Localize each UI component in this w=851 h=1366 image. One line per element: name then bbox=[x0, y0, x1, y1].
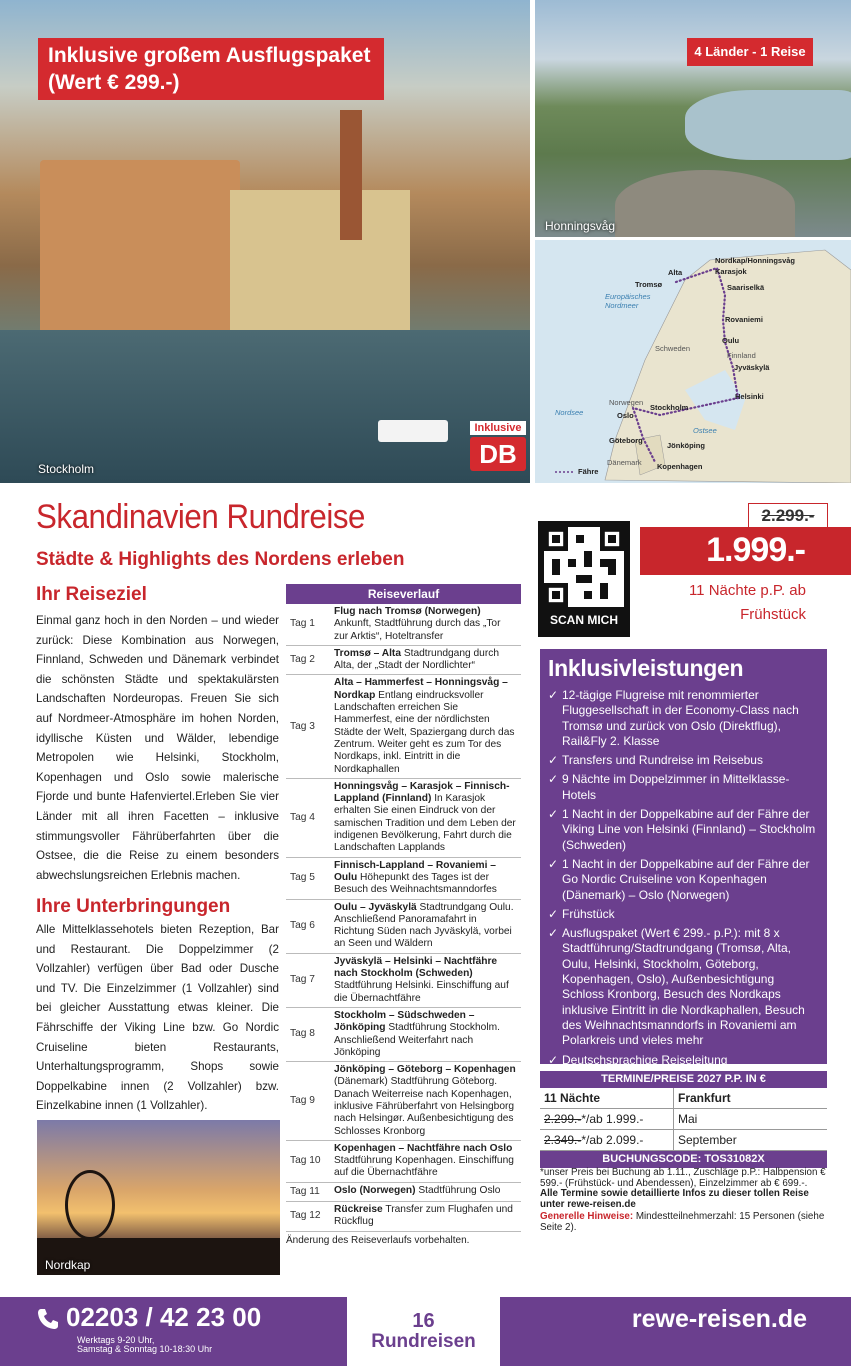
qr-pattern bbox=[544, 527, 624, 607]
check-icon: ✓ bbox=[548, 926, 559, 941]
db-inklusive-label: Inklusive bbox=[470, 421, 526, 435]
footer-page-box bbox=[347, 1297, 500, 1366]
inklusiv-item-text: 12-tägige Flugreise mit renommierter Fluggesellschaft in der Economy-Class nach Tromsø und zurück von Oslo (Direktflug), Rail&Fly 2. Klasse bbox=[562, 688, 799, 748]
route-text: Stadtführung Helsinki. Einschiffung auf die Übernachtfähre bbox=[334, 980, 509, 1004]
route-row bbox=[286, 1062, 521, 1141]
inklusivleistungen-list bbox=[548, 688, 819, 1068]
inklusiv-item bbox=[548, 772, 819, 803]
check-icon: ✓ bbox=[548, 906, 559, 921]
reiseverlauf-table bbox=[286, 584, 521, 1246]
route-day: Tag 11 bbox=[290, 1185, 320, 1197]
inklusiv-item-text: Frühstück bbox=[562, 906, 615, 921]
inklusiv-item bbox=[548, 753, 819, 768]
footer-phone[interactable]: 02203 / 42 23 00 bbox=[66, 1302, 262, 1332]
route-description bbox=[330, 604, 521, 645]
honningsvag-photo bbox=[535, 0, 851, 237]
inklusiv-item bbox=[548, 926, 819, 1048]
page-title: Skandinavien Rundreise bbox=[36, 498, 365, 536]
map-label-alta: Alta bbox=[668, 268, 683, 277]
route-day: Tag 5 bbox=[290, 871, 315, 883]
route-row bbox=[286, 646, 521, 676]
map-sea-nordsee: Nordsee bbox=[555, 408, 584, 417]
termine-row bbox=[540, 1109, 827, 1130]
map-country-finnland: Finnland bbox=[727, 351, 756, 360]
route-row bbox=[286, 1141, 521, 1183]
map-country-norwegen: Norwegen bbox=[609, 398, 644, 407]
unterbringungen-heading: Ihre Unterbringungen bbox=[36, 896, 231, 917]
inklusiv-item-text: Transfers und Rundreise im Reisebus bbox=[562, 753, 763, 768]
map-label-jyvaskyla: Jyväskylä bbox=[734, 363, 770, 372]
route-stage: Finnisch-Lappland – Rovaniemi – Oulu bbox=[334, 859, 496, 883]
route-day: Tag 7 bbox=[290, 974, 315, 986]
page-number: 16 bbox=[412, 1310, 435, 1332]
check-icon: ✓ bbox=[548, 856, 559, 871]
route-day: Tag 8 bbox=[290, 1028, 315, 1040]
termine-price: */ab 2.099.- bbox=[581, 1133, 644, 1147]
db-badge bbox=[470, 421, 526, 477]
price-sub-line-2: Frühstück bbox=[740, 606, 806, 623]
inklusiv-item-text: Ausflugspaket (Wert € 299.- p.P.): mit 8 x Stadtführung/Stadtrundgang (Tromsø, Alta, Oulu, Helsinki, Stockholm, Göteborg, Kopenhagen, Oslo), Außenbesichtigung Schloss Kronborg, Besuch des Nordkaps inklusive Eintritt in die Nordkaphallen, Besuch des Weihnachtsmanndorfs in Rovaniemi am Polarkreis und vieles mehr bbox=[562, 926, 805, 1048]
route-text: In Karasjok erhalten Sie einen Eindruck von der samischen Tradition und dem Leben der indigenen Bevölkerung, Fahrt durch die Landschaften Lapplands bbox=[334, 793, 516, 854]
map-sea-nordmeer: Europäisches Nordmeer bbox=[605, 292, 651, 310]
map-label-stockholm: Stockholm bbox=[650, 403, 689, 412]
hinweis-text: Mindestteilnehmerzahl: 15 Personen (siehe Seite 2). bbox=[540, 1211, 825, 1233]
inklusivleistungen-heading: Inklusivleistungen bbox=[548, 655, 744, 681]
price-box bbox=[640, 527, 851, 635]
termine-col-frankfurt: Frankfurt bbox=[678, 1091, 731, 1105]
map-label-nordkap: Nordkap/Honningsvåg bbox=[715, 256, 796, 265]
route-text: Stadtführung Kopenhagen. Einschiffung auf die Übernachtfähre bbox=[334, 1155, 514, 1179]
route-text: Stadtführung Oslo bbox=[418, 1184, 501, 1196]
termine-row bbox=[540, 1130, 827, 1151]
inklusiv-item bbox=[548, 907, 819, 922]
route-stage: Oslo (Norwegen) bbox=[334, 1184, 416, 1196]
footer-hours-1: Werktags 9-20 Uhr, bbox=[77, 1335, 155, 1345]
route-day: Tag 4 bbox=[290, 811, 315, 823]
route-description bbox=[330, 900, 521, 953]
route-stage: Tromsø – Alta bbox=[334, 647, 401, 659]
termine-heading: TERMINE/PREISE 2027 P.P. IN € bbox=[540, 1071, 827, 1088]
reiseverlauf-heading: Reiseverlauf bbox=[286, 584, 521, 604]
route-description bbox=[330, 646, 521, 675]
map-country-daenemark: Dänemark bbox=[607, 458, 642, 467]
scan-mich-label: SCAN MICH bbox=[550, 613, 618, 627]
route-row bbox=[286, 858, 521, 900]
qr-code[interactable] bbox=[538, 521, 630, 637]
termine-table bbox=[540, 1071, 827, 1168]
inklusiv-item bbox=[548, 688, 819, 749]
reiseziel-text: Einmal ganz hoch in den Norden – und wieder zurück: Diese Kombination aus Norwegen, Finnland, Schweden und Dänemark verbindet die schönsten Städte und spektakulärsten Landschaften Nordeuropas. Freuen Sie sich auf Nordmeer-Atmosphäre im hohen Norden, idyllische Küsten und Wälder, lebendige Metropolen wie Helsinki, Stockholm, Kopenhagen und Oslo sowie malerische Fjorde und bunte Hafenviertel.Erleben Sie vier Länder mit all ihren Facetten – inklusive stimmungsvoller Fährüberfahrten über die Ostsee, die die Reise zu einem besonders abwechslungsreichen Erlebnis machen. bbox=[36, 614, 279, 882]
route-stage: Kopenhagen – Nachtfähre nach Oslo bbox=[334, 1142, 513, 1154]
map-label-goteborg: Göteborg bbox=[609, 436, 643, 445]
check-icon: ✓ bbox=[548, 688, 559, 702]
inklusivleistungen-box bbox=[540, 649, 827, 1067]
promo-line-2: (Wert € 299.-) bbox=[48, 71, 180, 94]
price-sub-line-1: 11 Nächte p.P. ab bbox=[688, 582, 806, 599]
route-description bbox=[330, 1008, 521, 1061]
route-row bbox=[286, 779, 521, 858]
route-stage: Jyväskylä – Helsinki – Nachtfähre nach Stockholm (Schweden) bbox=[334, 955, 498, 980]
route-day: Tag 6 bbox=[290, 919, 315, 931]
inklusiv-item-text: 1 Nacht in der Doppelkabine auf der Fähre der Go Nordic Cruiseline von Kopenhagen (Dänemark) – Oslo (Norwegen) bbox=[562, 856, 810, 902]
section-name: Rundreisen bbox=[371, 1331, 476, 1352]
route-description bbox=[330, 675, 521, 777]
termine-price-cell bbox=[540, 1130, 674, 1150]
map-label-saariselka: Saariselkä bbox=[727, 283, 765, 292]
reiseziel-heading: Ihr Reiseziel bbox=[36, 584, 147, 605]
route-description bbox=[330, 954, 521, 1007]
termine-old-price: 2.299.- bbox=[544, 1112, 582, 1126]
price-old: 2.299.- bbox=[748, 503, 828, 529]
nordkap-caption: Nordkap bbox=[45, 1258, 91, 1272]
map-label-jonkoping: Jönköping bbox=[667, 441, 705, 450]
stockholm-caption: Stockholm bbox=[38, 462, 95, 476]
inklusiv-item bbox=[548, 807, 819, 853]
laender-badge: 4 Länder - 1 Reise bbox=[687, 38, 813, 66]
inklusiv-item bbox=[548, 857, 819, 903]
route-row bbox=[286, 1008, 521, 1062]
route-text: Transfer zum Flughafen und Rückflug bbox=[334, 1204, 513, 1228]
check-icon: ✓ bbox=[548, 753, 559, 768]
route-description bbox=[330, 858, 521, 899]
route-stage: Stockholm – Südschweden – Jönköping bbox=[334, 1009, 475, 1034]
route-description bbox=[330, 1141, 521, 1182]
route-day: Tag 3 bbox=[290, 720, 315, 732]
buchungscode: BUCHUNGSCODE: TOS31082X bbox=[540, 1151, 827, 1168]
termine-month: September bbox=[678, 1133, 737, 1147]
route-text: Stadtführung Stockholm. Anschließend Weiterfahrt nach Jönköping bbox=[334, 1022, 500, 1058]
route-stage: Flug nach Tromsø (Norwegen) bbox=[334, 606, 481, 617]
price-sub bbox=[640, 579, 806, 627]
route-text: Höhepunkt des Tages ist der Besuch des Weihnachtsmanndorfes bbox=[334, 871, 497, 896]
check-icon: ✓ bbox=[548, 772, 559, 787]
check-icon: ✓ bbox=[548, 1052, 559, 1067]
footer-hours-2: Samstag & Sonntag 10-18:30 Uhr bbox=[77, 1344, 213, 1354]
promo-banner bbox=[38, 38, 384, 100]
unterbringungen-text: Alle Mittelklassehotels bieten Rezeption, Bar und Restaurant. Die Doppelzimmer (2 Vollzahler) verfügen über Bad oder Dusche und TV. Die Einzelzimmer (1 Vollzahler) sind bei gleicher Ausstattung etwas kleiner. Die Fährschiffe der Viking Line bzw. Go Nordic Cruiseline bieten Restaurants, Unterhaltungsprogramm, Shops sowie Doppelkabine innen (2 Vollzahler) bzw. Einzelkabine innen (1 Vollzahler). bbox=[36, 923, 279, 1113]
route-stage: Alta – Hammerfest – Honningsvåg – Nordkap bbox=[334, 677, 508, 701]
page-subtitle: Städte & Highlights des Nordens erleben bbox=[36, 549, 405, 570]
map-label-oslo: Oslo bbox=[617, 411, 634, 420]
termine-price-cell bbox=[540, 1109, 674, 1129]
phone-icon bbox=[36, 1307, 60, 1331]
route-row bbox=[286, 1202, 521, 1232]
route-text: Stadtrundgang Oulu. Anschließend Panoramafahrt in Richtung Süden nach Jyväskylä, vorbei an Seen und Wäldern bbox=[334, 901, 514, 950]
route-row bbox=[286, 604, 521, 646]
route-stage: Honningsvåg – Karasjok – Finnisch-Lappland (Finnland) bbox=[334, 780, 510, 805]
map-sea-ostsee: Ostsee bbox=[693, 426, 717, 435]
route-day: Tag 9 bbox=[290, 1094, 315, 1106]
map-label-karasjok: Karasjok bbox=[715, 267, 747, 276]
inklusiv-item-text: Deutschsprachige Reiseleitung bbox=[562, 1052, 728, 1067]
map-label-tromso: Tromsø bbox=[635, 280, 663, 289]
route-text: Ankunft, Stadtführung durch das „Tor zur Arktis“, Hoteltransfer bbox=[334, 618, 501, 642]
inklusiv-item-text: 1 Nacht in der Doppelkabine auf der Fähre der Viking Line von Helsinki (Finnland) – Stockholm (Schweden) bbox=[562, 807, 816, 852]
route-day: Tag 1 bbox=[290, 618, 315, 630]
footer-website[interactable]: rewe-reisen.de bbox=[631, 1305, 807, 1333]
route-text: Entlang eindrucksvoller Landschaften erreichen Sie Hammerfest, eine der nördlichsten Städte der Welt, Spaziergang durch das Zentrum. Weiter geht es zum Tor des Nordkaps, inkl. Eintritt in die Nordkaphallen bbox=[334, 689, 515, 775]
price-notes bbox=[540, 1168, 830, 1233]
footer-hours bbox=[77, 1336, 212, 1354]
inklusiv-item bbox=[548, 1053, 819, 1068]
inklusiv-item-text: 9 Nächte im Doppelzimmer in Mittelklasse-Hotels bbox=[562, 772, 790, 802]
db-logo: DB bbox=[470, 437, 526, 471]
route-row bbox=[286, 1183, 521, 1202]
map-label-helsinki: Helsinki bbox=[735, 392, 764, 401]
reiseverlauf-rows bbox=[286, 604, 521, 1232]
footer bbox=[0, 1297, 851, 1366]
termine-month: Mai bbox=[678, 1112, 698, 1126]
route-description bbox=[330, 779, 521, 857]
route-description bbox=[330, 1062, 521, 1140]
route-map bbox=[535, 240, 851, 483]
route-row bbox=[286, 675, 521, 778]
map-label-oulu: Oulu bbox=[722, 336, 740, 345]
route-description bbox=[330, 1183, 521, 1201]
hinweis-label: Generelle Hinweise: bbox=[540, 1211, 634, 1222]
price-new: 1.999.- bbox=[706, 531, 805, 569]
map-label-kopenhagen: Kopenhagen bbox=[657, 462, 703, 471]
map-legend-faehre: Fähre bbox=[578, 467, 599, 476]
reiseverlauf-note: Änderung des Reiseverlaufs vorbehalten. bbox=[286, 1234, 470, 1246]
termine-col-naechte: 11 Nächte bbox=[540, 1088, 674, 1108]
route-row bbox=[286, 900, 521, 954]
price-note-2: Alle Termine sowie detaillierte Infos zu dieser tollen Reise unter rewe-reisen.de bbox=[540, 1188, 809, 1210]
route-text: Stadtrundgang durch Alta, der „Stadt der Nordlichter“ bbox=[334, 647, 499, 672]
price-note-1: *unser Preis bei Buchung ab 1.11., Zuschläge p.P.: Halbpension € 599.- (Frühstück- und Abendessen), Einzelzimmer ab € 699.-. bbox=[540, 1167, 826, 1189]
check-icon: ✓ bbox=[548, 807, 559, 822]
nordkap-photo bbox=[37, 1120, 280, 1275]
route-row bbox=[286, 954, 521, 1008]
route-description bbox=[330, 1202, 521, 1231]
termine-price: */ab 1.999.- bbox=[581, 1112, 644, 1126]
route-stage: Oulu – Jyväskylä bbox=[334, 901, 417, 913]
route-stage: Rückreise bbox=[334, 1204, 383, 1216]
map-country-schweden: Schweden bbox=[655, 344, 691, 353]
route-stage: Jönköping – Göteborg – Kopenhagen bbox=[334, 1064, 516, 1076]
route-day: Tag 12 bbox=[290, 1210, 321, 1222]
map-label-rovaniemi: Rovaniemi bbox=[725, 315, 763, 324]
honningsvag-caption: Honningsvåg bbox=[545, 219, 616, 233]
route-text: (Dänemark) Stadtführung Göteborg. Danach Weiterreise nach Kopenhagen, inklusive Fährüberfahrt von Helsingborg nach Helsingør. Außenbesichtigung des Schlosses Kronborg bbox=[334, 1076, 515, 1137]
promo-line-1: Inklusive großem Ausflugspaket bbox=[48, 44, 371, 67]
termine-old-price: 2.349.- bbox=[544, 1133, 582, 1147]
route-day: Tag 2 bbox=[290, 654, 315, 666]
termine-header-row bbox=[540, 1088, 827, 1109]
route-day: Tag 10 bbox=[290, 1155, 321, 1167]
